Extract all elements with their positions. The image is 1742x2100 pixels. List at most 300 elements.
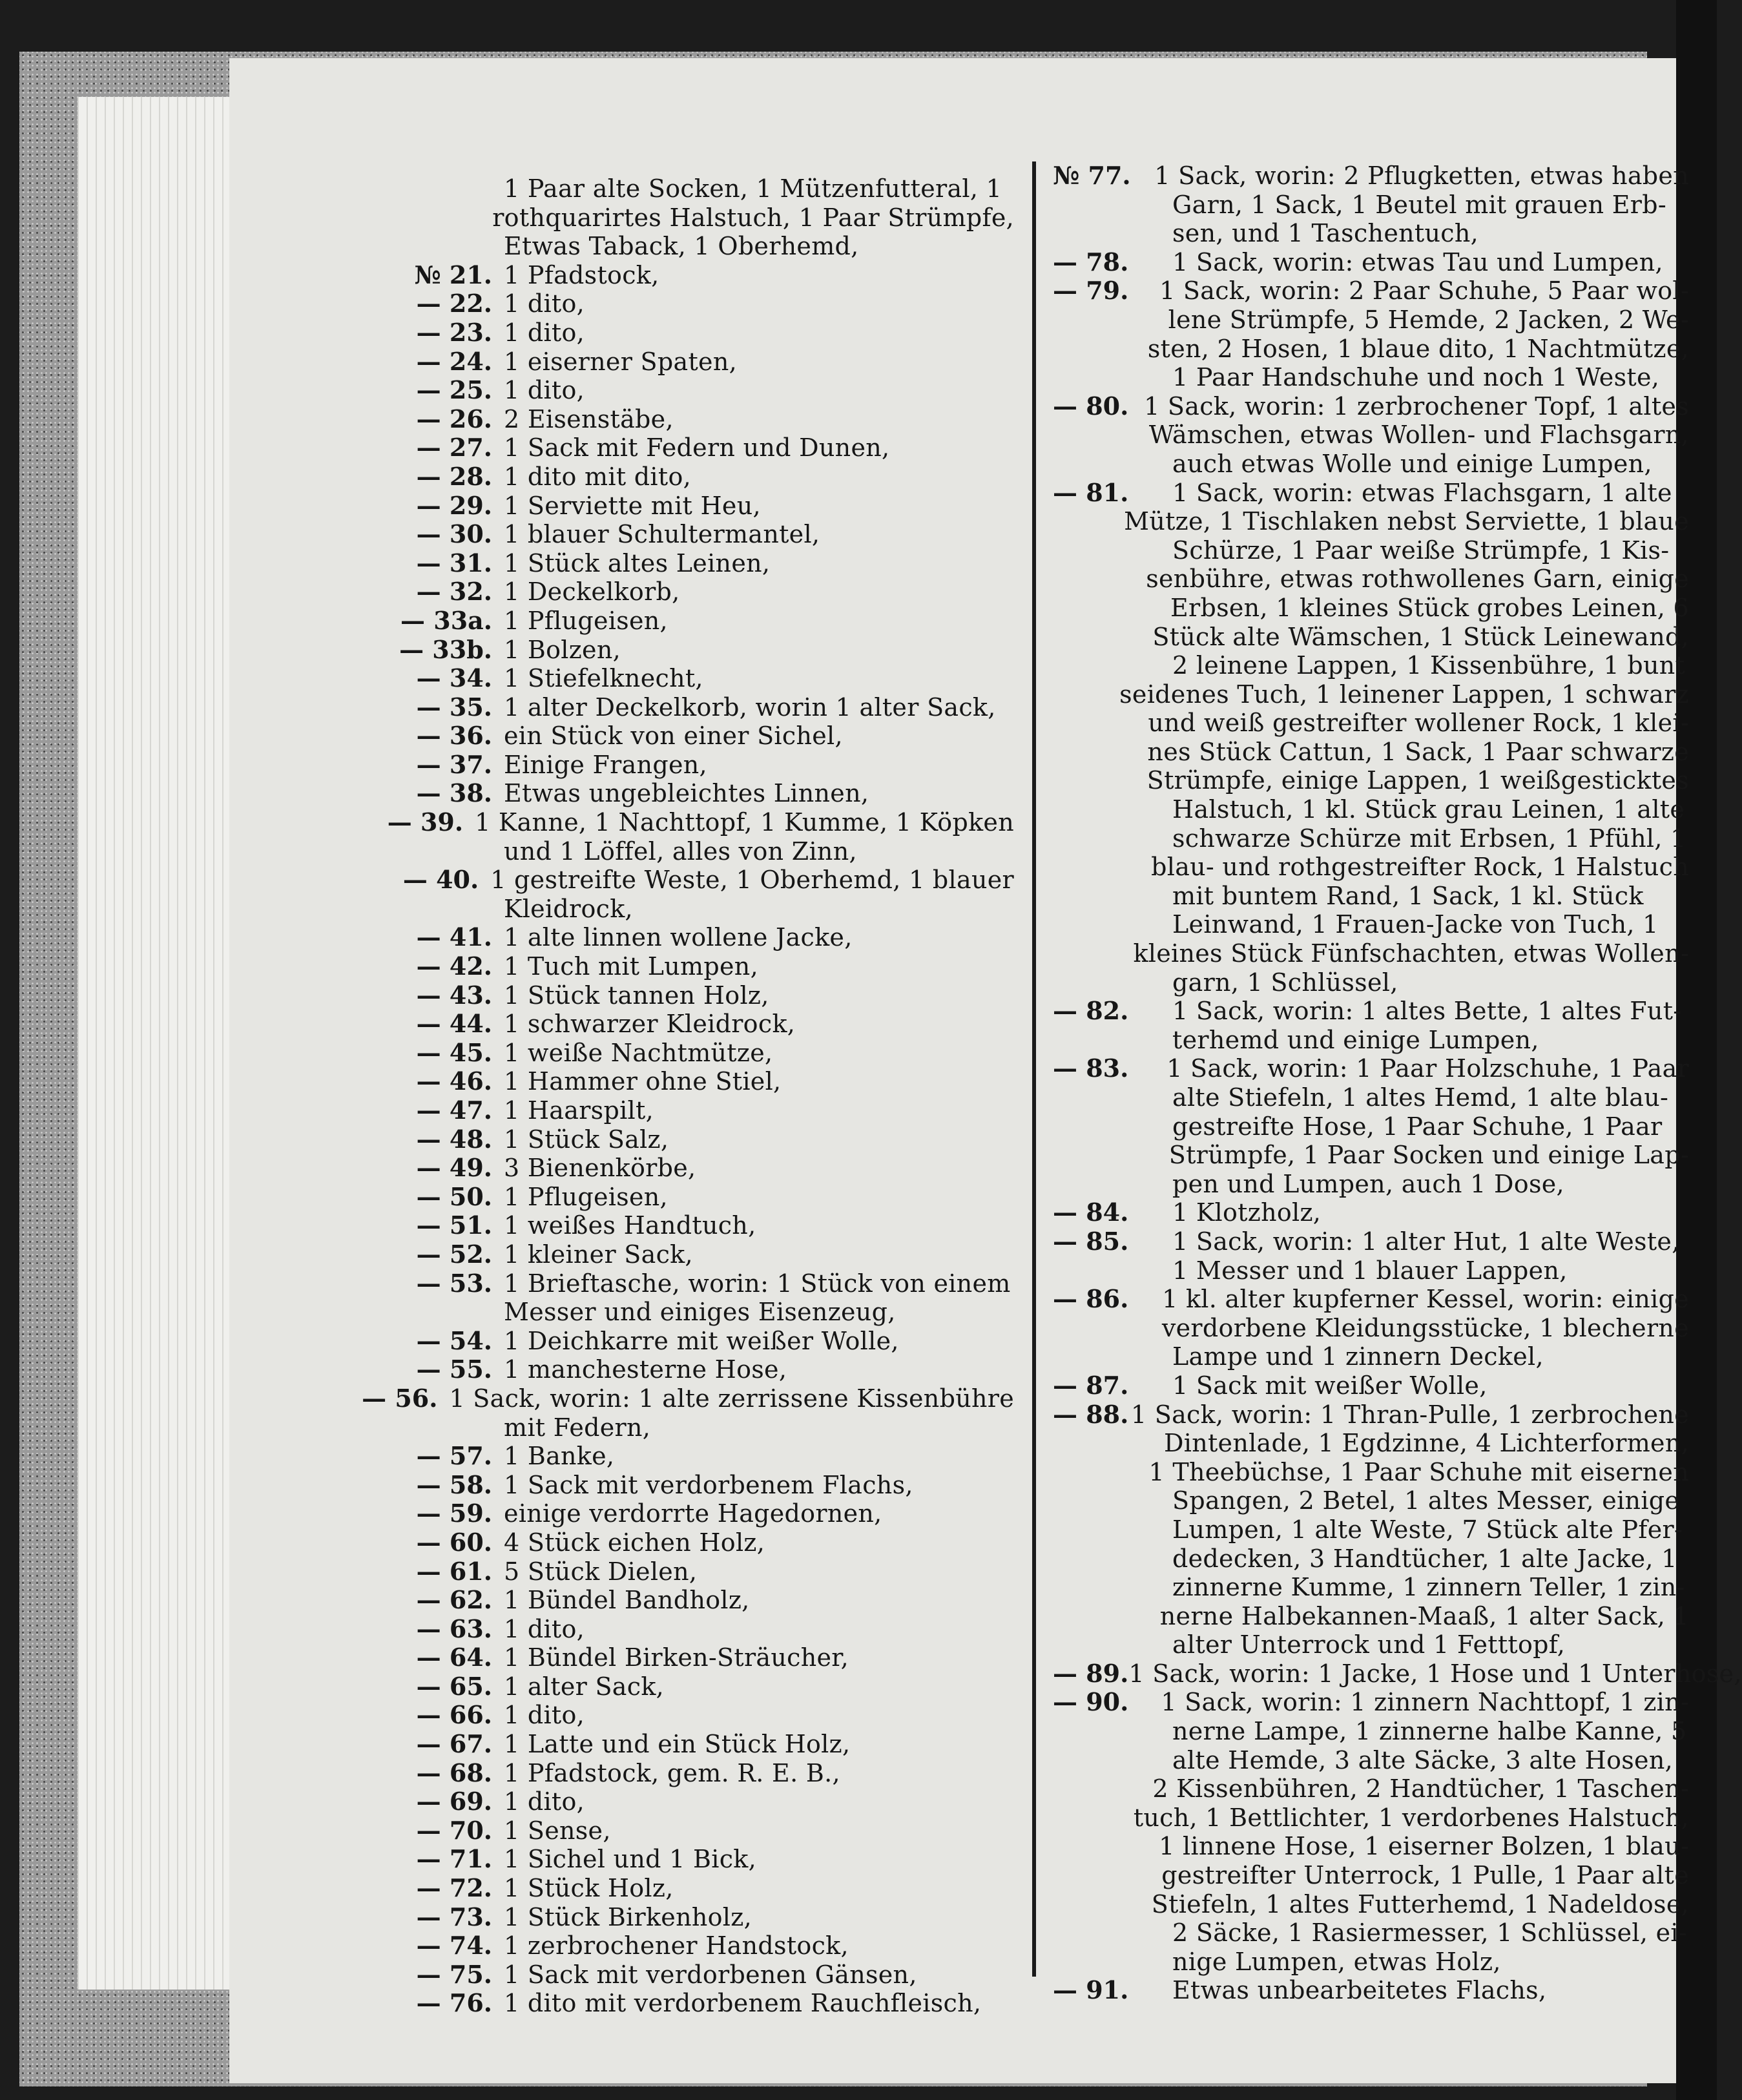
inventory-line: [362, 1442, 1014, 1471]
item-text: 1 Stück Birkenholz,: [504, 1902, 752, 1931]
inventory-line: [362, 1211, 1014, 1240]
item-text: Kleidrock,: [504, 894, 633, 923]
item-text: 1 Messer und 1 blauer Lappen,: [1172, 1256, 1568, 1285]
item-number: — 62.: [416, 1585, 492, 1615]
inventory-line: [1053, 335, 1689, 364]
item-number: — 68.: [416, 1758, 492, 1787]
item-text: 1 gestreifte Weste, 1 Oberhemd, 1 blauer: [490, 866, 1014, 895]
inventory-line: [1053, 1314, 1689, 1343]
item-number: — 49.: [416, 1153, 492, 1183]
inventory-line: [1053, 1256, 1689, 1285]
item-number: — 63.: [416, 1614, 492, 1643]
item-text: 1 Sack, worin: 1 zerbrochener Topf, 1 altes: [1144, 391, 1689, 421]
item-number: — 46.: [416, 1066, 492, 1096]
inventory-line: [1053, 1544, 1689, 1574]
item-text: 1 Deckelkorb,: [504, 577, 680, 607]
inventory-line: [1053, 1227, 1689, 1256]
inventory-line: [1053, 1658, 1742, 1689]
inventory-line: [362, 261, 1014, 290]
item-text: 1 zerbrochener Handstock,: [504, 1931, 849, 1960]
item-number: — 36.: [416, 721, 492, 751]
item-number: — 89.: [1053, 1658, 1129, 1688]
continuation-indent: [1053, 766, 1147, 795]
item-text: 2 Kissenbühren, 2 Handtücher, 1 Taschen-: [1152, 1774, 1689, 1804]
item-text: 1 kleiner Sack,: [504, 1240, 693, 1269]
item-text: 1 Theebüchse, 1 Paar Schuhe mit eisernen: [1148, 1457, 1689, 1486]
item-number: — 35.: [416, 692, 492, 722]
item-text: 1 Bolzen,: [504, 635, 621, 664]
inventory-line: [362, 1960, 1014, 1990]
inventory-line: [1053, 1170, 1689, 1199]
item-text: Messer und einiges Eisenzeug,: [504, 1298, 896, 1327]
item-text: 2 Eisenstäbe,: [504, 404, 674, 433]
item-number: — 66.: [416, 1700, 492, 1730]
inventory-line: [1053, 853, 1689, 882]
inventory-line: [362, 808, 1014, 837]
item-text: 1 Sack, worin: 2 Paar Schuhe, 5 Paar wol-: [1159, 276, 1689, 306]
inventory-line: [1053, 709, 1689, 738]
inventory-line: [362, 895, 1014, 924]
continuation-indent: [1053, 1170, 1172, 1199]
continuation-indent: [1053, 1918, 1172, 1948]
item-text: 1 alte linnen wollene Jacke,: [504, 923, 853, 952]
item-text: Garn, 1 Sack, 1 Beutel mit grauen Erb-: [1172, 190, 1667, 219]
inventory-line: [1053, 507, 1689, 536]
continuation-indent: [1053, 219, 1172, 248]
item-text: schwarze Schürze mit Erbsen, 1 Pfühl, 1: [1172, 824, 1686, 853]
inventory-line: [362, 1010, 1014, 1039]
item-text: 1 Sack, worin: 1 Paar Holzschuhe, 1 Paar: [1167, 1054, 1689, 1083]
item-text: 1 dito,: [504, 289, 585, 318]
continuation-indent: [1053, 1602, 1160, 1631]
item-text: Etwas unbearbeitetes Flachs,: [1172, 1976, 1547, 2005]
inventory-line: [1053, 1832, 1689, 1861]
continuation-indent: [1053, 1112, 1172, 1141]
inventory-line: [1053, 1458, 1689, 1487]
item-text: 1 Stück altes Leinen,: [504, 548, 771, 577]
inventory-line: [362, 203, 1014, 233]
item-number: — 50.: [416, 1181, 492, 1211]
inventory-line: [1053, 363, 1689, 392]
item-number: — 27.: [416, 433, 492, 463]
item-number: — 90.: [1053, 1687, 1129, 1717]
item-number: — 75.: [416, 1959, 492, 1989]
item-number: — 73.: [416, 1902, 492, 1931]
item-number: — 61.: [416, 1556, 492, 1586]
item-text: senbühre, etwas rothwollenes Garn, einige: [1146, 565, 1689, 594]
item-text: 5 Stück Dielen,: [504, 1557, 698, 1586]
item-number: — 82.: [1053, 996, 1129, 1026]
inventory-line: [362, 837, 1014, 866]
continuation-indent: [1053, 335, 1148, 364]
item-text: Schürze, 1 Paar weiße Strümpfe, 1 Kis-: [1172, 535, 1670, 565]
item-text: nerne Halbekannen-Maaß, 1 alter Sack, 1: [1159, 1601, 1689, 1630]
item-text: Einige Frangen,: [504, 750, 707, 779]
item-number: — 57.: [416, 1441, 492, 1471]
item-number: — 32.: [416, 577, 492, 607]
inventory-line: [1053, 824, 1689, 853]
inventory-line: [1053, 1746, 1689, 1775]
inventory-line: [362, 1499, 1014, 1528]
inventory-line: [1053, 1688, 1689, 1717]
item-number: — 71.: [416, 1844, 492, 1874]
item-number: — 74.: [416, 1931, 492, 1960]
item-text: garn, 1 Schlüssel,: [1172, 968, 1398, 997]
item-text: 1 schwarzer Kleidrock,: [504, 1010, 796, 1039]
inventory-line: [362, 981, 1014, 1010]
item-text: 1 Sack, worin: etwas Tau und Lumpen,: [1172, 247, 1663, 276]
continuation-indent: [1053, 709, 1148, 738]
item-number: — 87.: [1053, 1370, 1129, 1400]
item-text: 1 Tuch mit Lumpen,: [504, 952, 758, 981]
item-text: 1 Latte und ein Stück Holz,: [504, 1730, 851, 1759]
item-text: rothquarirtes Halstuch, 1 Paar Strümpfe,: [492, 203, 1014, 232]
inventory-line: [362, 636, 1014, 665]
item-text: 1 linnene Hose, 1 eiserner Bolzen, 1 blau-: [1159, 1832, 1689, 1861]
item-text: 1 Stück Holz,: [504, 1874, 674, 1903]
item-text: Strümpfe, 1 Paar Socken und einige Lap-: [1168, 1141, 1689, 1170]
continuation-indent: [1053, 1342, 1172, 1371]
inventory-line: [362, 348, 1014, 377]
item-number: — 55.: [416, 1355, 492, 1384]
continuation-indent: [362, 837, 504, 866]
item-text: 1 dito,: [504, 1787, 585, 1816]
inventory-line: [1053, 1285, 1689, 1314]
item-text: 1 Hammer ohne Stiel,: [504, 1067, 782, 1096]
continuation-indent: [1053, 1861, 1161, 1890]
item-number: — 26.: [416, 404, 492, 433]
item-text: gestreifter Unterrock, 1 Pulle, 1 Paar alte: [1161, 1861, 1689, 1890]
item-text: terhemd und einige Lumpen,: [1172, 1025, 1539, 1054]
continuation-indent: [1053, 306, 1168, 335]
inventory-line: [1053, 1890, 1689, 1919]
inventory-line: [362, 1384, 1014, 1413]
item-text: seidenes Tuch, 1 leinener Lappen, 1 schwarz: [1119, 680, 1689, 709]
inventory-line: [1053, 795, 1689, 824]
item-text: 1 Klotzholz,: [1172, 1198, 1322, 1227]
item-text: Lampe und 1 zinnern Deckel,: [1172, 1342, 1544, 1371]
item-text: pen und Lumpen, auch 1 Dose,: [1172, 1169, 1564, 1198]
inventory-line: [1053, 882, 1689, 911]
inventory-line: [362, 1730, 1014, 1759]
inventory-line: [1053, 1515, 1689, 1544]
item-text: 1 alter Deckelkorb, worin 1 alter Sack,: [504, 692, 996, 722]
item-number: — 70.: [416, 1815, 492, 1845]
item-number: — 86.: [1053, 1284, 1129, 1314]
item-text: 4 Stück eichen Holz,: [504, 1528, 765, 1557]
right-column: [1053, 161, 1742, 2005]
item-number: — 31.: [416, 548, 492, 577]
item-text: nige Lumpen, etwas Holz,: [1172, 1947, 1501, 1976]
item-text: 1 alter Sack,: [504, 1672, 665, 1701]
item-text: 1 Sack mit Federn und Dunen,: [504, 433, 890, 463]
item-number: № 21.: [414, 260, 492, 289]
continuation-indent: [1053, 1458, 1149, 1487]
continuation-indent: [1053, 1573, 1172, 1602]
inventory-line: [362, 376, 1014, 405]
item-text: 1 Sack, worin: 1 Jacke, 1 Hose und 1 Unterhose,: [1128, 1659, 1742, 1688]
inventory-line: [362, 1298, 1014, 1327]
inventory-line: [362, 866, 1014, 895]
item-text: 1 manchesterne Hose,: [504, 1355, 787, 1384]
inventory-line: [1053, 623, 1689, 652]
continuation-indent: [362, 1298, 504, 1327]
item-number: — 69.: [416, 1787, 492, 1816]
continuation-indent: [1053, 882, 1172, 911]
item-text: 1 Paar Handschuhe und noch 1 Weste,: [1172, 363, 1660, 392]
inventory-line: [362, 232, 1014, 261]
item-text: Spangen, 2 Betel, 1 altes Messer, einige: [1172, 1486, 1680, 1515]
inventory-line: [362, 492, 1014, 521]
item-text: und weiß gestreifter wollener Rock, 1 klei-: [1148, 709, 1689, 738]
continuation-indent: [362, 232, 504, 261]
inventory-line: [362, 923, 1014, 952]
item-text: 1 Sack, worin: 1 Thran-Pulle, 1 zerbrochene: [1130, 1400, 1689, 1429]
item-text: 1 eiserner Spaten,: [504, 347, 737, 376]
inventory-line: [1053, 1054, 1689, 1083]
continuation-indent: [362, 1413, 504, 1442]
continuation-indent: [1053, 1256, 1172, 1285]
continuation-indent: [1053, 1314, 1162, 1343]
continuation-indent: [1053, 1026, 1172, 1055]
item-text: 1 Sack, worin: etwas Flachsgarn, 1 alte: [1172, 478, 1672, 507]
inventory-line: [1053, 161, 1689, 191]
item-text: 1 Stiefelknecht,: [504, 664, 703, 693]
left-column: [362, 174, 1014, 2018]
item-text: 1 kl. alter kupferner Kessel, worin: einige: [1162, 1285, 1689, 1314]
continuation-indent: [1053, 594, 1170, 623]
item-text: 1 blauer Schultermantel,: [504, 520, 820, 549]
inventory-line: [1053, 766, 1689, 795]
item-text: tuch, 1 Bettlichter, 1 verdorbenes Halstuch,: [1133, 1803, 1689, 1832]
inventory-line: [362, 1845, 1014, 1874]
item-number: — 30.: [416, 519, 492, 549]
item-text: mit buntem Rand, 1 Sack, 1 kl. Stück: [1172, 881, 1644, 910]
inventory-line: [1053, 1573, 1689, 1602]
item-text: 1 Brieftasche, worin: 1 Stück von einem: [504, 1269, 1011, 1298]
inventory-line: [1053, 939, 1689, 968]
inventory-line: [1053, 1342, 1689, 1371]
item-number: — 23.: [416, 317, 492, 347]
item-number: — 41.: [416, 922, 492, 952]
continuation-indent: [362, 203, 492, 233]
continuation-indent: [1053, 910, 1172, 939]
item-text: 1 Pflugeisen,: [504, 1182, 668, 1211]
item-text: Leinwand, 1 Frauen-Jacke von Tuch, 1: [1172, 910, 1659, 939]
item-text: 1 dito,: [504, 1614, 585, 1643]
item-number: — 88.: [1053, 1399, 1129, 1429]
inventory-line: [362, 1816, 1014, 1845]
inventory-line: [1053, 1198, 1689, 1227]
item-text: 1 Serviette mit Heu,: [504, 491, 761, 520]
item-number: — 67.: [416, 1729, 492, 1759]
item-number: — 47.: [416, 1096, 492, 1125]
inventory-line: [1053, 910, 1689, 939]
inventory-line: [362, 1586, 1014, 1615]
inventory-line: [1053, 1400, 1689, 1429]
inventory-line: [362, 607, 1014, 636]
inventory-line: [1053, 421, 1689, 450]
item-number: — 54.: [416, 1325, 492, 1355]
inventory-line: [1053, 1630, 1689, 1659]
item-text: 1 Sack, worin: 1 zinnern Nachttopf, 1 zin-: [1161, 1688, 1689, 1717]
inventory-line: [1053, 1918, 1689, 1948]
item-text: 1 Deichkarre mit weißer Wolle,: [504, 1326, 899, 1355]
inventory-line: [1053, 1602, 1689, 1631]
inventory-line: [1053, 1141, 1689, 1170]
inventory-line: [362, 1557, 1014, 1586]
item-number: — 45.: [416, 1037, 492, 1067]
inventory-line: [362, 952, 1014, 981]
inventory-line: [362, 1787, 1014, 1816]
item-text: alte Stiefeln, 1 altes Hemd, 1 alte blau-: [1172, 1083, 1669, 1112]
item-text: 1 Stück tannen Holz,: [504, 981, 769, 1010]
continuation-indent: [1053, 651, 1172, 680]
inventory-line: [362, 1240, 1014, 1269]
inventory-line: [1053, 1112, 1689, 1141]
inventory-line: [362, 722, 1014, 751]
item-number: — 83.: [1053, 1054, 1129, 1083]
inventory-line: [362, 1989, 1014, 2018]
inventory-line: [362, 1672, 1014, 1701]
inventory-line: [362, 1269, 1014, 1298]
inventory-line: [1053, 997, 1689, 1026]
continuation-indent: [1053, 1804, 1134, 1833]
page-edges: [78, 97, 233, 1990]
inventory-line: [1053, 392, 1689, 421]
item-text: 1 Sack, worin: 1 alter Hut, 1 alte Weste,: [1172, 1227, 1680, 1256]
continuation-indent: [1053, 824, 1172, 853]
continuation-indent: [1053, 738, 1147, 767]
inventory-line: [1053, 651, 1689, 680]
item-text: 1 dito mit dito,: [504, 462, 692, 491]
continuation-indent: [1053, 1486, 1172, 1515]
continuation-indent: [1053, 939, 1133, 968]
continuation-indent: [1053, 1746, 1172, 1775]
item-text: 1 Bündel Bandholz,: [504, 1586, 750, 1615]
inventory-line: [362, 174, 1014, 203]
continuation-indent: [1053, 450, 1172, 479]
item-text: 1 dito,: [504, 1701, 585, 1730]
item-text: 1 dito,: [504, 318, 585, 347]
item-text: 1 Sichel und 1 Bick,: [504, 1845, 756, 1874]
item-text: dedecken, 3 Handtücher, 1 alte Jacke, 1: [1172, 1544, 1677, 1573]
continuation-indent: [362, 895, 504, 924]
inventory-line: [1053, 479, 1689, 508]
inventory-line: [362, 779, 1014, 808]
item-text: 1 Sack mit weißer Wolle,: [1172, 1371, 1488, 1400]
inventory-line: [362, 1355, 1014, 1384]
continuation-indent: [1053, 1630, 1172, 1659]
item-text: 1 Sense,: [504, 1816, 611, 1845]
continuation-indent: [1053, 421, 1149, 450]
inventory-line: [362, 1528, 1014, 1557]
inventory-line: [362, 1154, 1014, 1183]
inventory-line: [362, 1759, 1014, 1788]
inventory-line: [362, 1643, 1014, 1672]
inventory-line: [362, 1096, 1014, 1125]
inventory-line: [1053, 1429, 1689, 1458]
item-text: ein Stück von einer Sichel,: [504, 722, 843, 751]
item-text: zinnerne Kumme, 1 zinnern Teller, 1 zin-: [1172, 1573, 1685, 1602]
item-number: — 33a.: [400, 605, 492, 635]
inventory-line: [1053, 248, 1689, 277]
inventory-line: [362, 1471, 1014, 1500]
item-number: — 84.: [1053, 1198, 1129, 1227]
continuation-indent: [1053, 680, 1119, 709]
inventory-line: [362, 1903, 1014, 1932]
item-text: 1 Pfadstock, gem. R. E. B.,: [504, 1758, 840, 1787]
inventory-line: [362, 1413, 1014, 1442]
continuation-indent: [1053, 507, 1124, 536]
item-number: — 37.: [416, 749, 492, 779]
inventory-line: [1053, 680, 1689, 709]
item-text: alte Hemde, 3 alte Säcke, 3 alte Hosen,: [1172, 1745, 1673, 1774]
continuation-indent: [1053, 1832, 1159, 1861]
item-text: 1 Sack mit verdorbenem Flachs,: [504, 1470, 913, 1499]
item-text: 1 Sack, worin: 1 alte zerrissene Kissenbühre: [449, 1384, 1014, 1413]
item-text: Etwas ungebleichtes Linnen,: [504, 779, 869, 808]
item-text: Stück alte Wämschen, 1 Stück Leinewand,: [1152, 622, 1689, 651]
continuation-indent: [1053, 1544, 1172, 1574]
continuation-indent: [1053, 1948, 1172, 1977]
inventory-line: [362, 520, 1014, 549]
inventory-line: [1053, 306, 1689, 335]
continuation-indent: [1053, 623, 1152, 652]
item-number: — 81.: [1053, 477, 1129, 507]
inventory-line: [362, 1874, 1014, 1903]
item-text: 1 weißes Handtuch,: [504, 1211, 756, 1240]
item-text: 2 Säcke, 1 Rasiermesser, 1 Schlüssel, ei-: [1172, 1918, 1688, 1948]
continuation-indent: [1053, 1774, 1152, 1804]
item-text: Mütze, 1 Tischlaken nebst Serviette, 1 blaue: [1124, 507, 1689, 536]
continuation-indent: [1053, 1717, 1172, 1746]
item-number: — 72.: [416, 1873, 492, 1903]
item-number: — 91.: [1053, 1975, 1129, 2005]
continuation-indent: [1053, 968, 1172, 997]
inventory-line: [362, 751, 1014, 780]
item-text: sten, 2 Hosen, 1 blaue dito, 1 Nachtmütze,: [1147, 334, 1689, 363]
inventory-line: [1053, 1948, 1689, 1977]
item-text: 2 leinene Lappen, 1 Kissenbühre, 1 bunt: [1172, 651, 1686, 680]
inventory-line: [1053, 1976, 1689, 2005]
item-number: — 51.: [416, 1211, 492, 1240]
item-text: 1 Kanne, 1 Nachttopf, 1 Kumme, 1 Köpken: [475, 808, 1014, 837]
item-number: — 33b.: [399, 634, 492, 664]
item-number: — 60.: [416, 1527, 492, 1557]
item-number: — 28.: [416, 461, 492, 491]
inventory-line: [362, 549, 1014, 578]
inventory-line: [362, 693, 1014, 722]
item-number: — 40.: [402, 865, 479, 895]
inventory-line: [1053, 1717, 1689, 1746]
inventory-line: [1053, 1026, 1689, 1055]
item-text: nes Stück Cattun, 1 Sack, 1 Paar schwarze: [1147, 737, 1689, 766]
item-text: sen, und 1 Taschentuch,: [1172, 219, 1478, 248]
continuation-indent: [1053, 536, 1172, 565]
inventory-line: [362, 433, 1014, 463]
item-number: — 44.: [416, 1009, 492, 1039]
item-text: 1 Pfadstock,: [504, 260, 659, 289]
continuation-indent: [1053, 1083, 1172, 1112]
item-number: — 64.: [416, 1643, 492, 1672]
inventory-line: [1053, 191, 1689, 220]
inventory-line: [1053, 594, 1689, 623]
item-number: — 25.: [416, 375, 492, 405]
inventory-line: [1053, 565, 1689, 594]
inventory-line: [1053, 219, 1689, 248]
item-number: — 58.: [416, 1470, 492, 1499]
